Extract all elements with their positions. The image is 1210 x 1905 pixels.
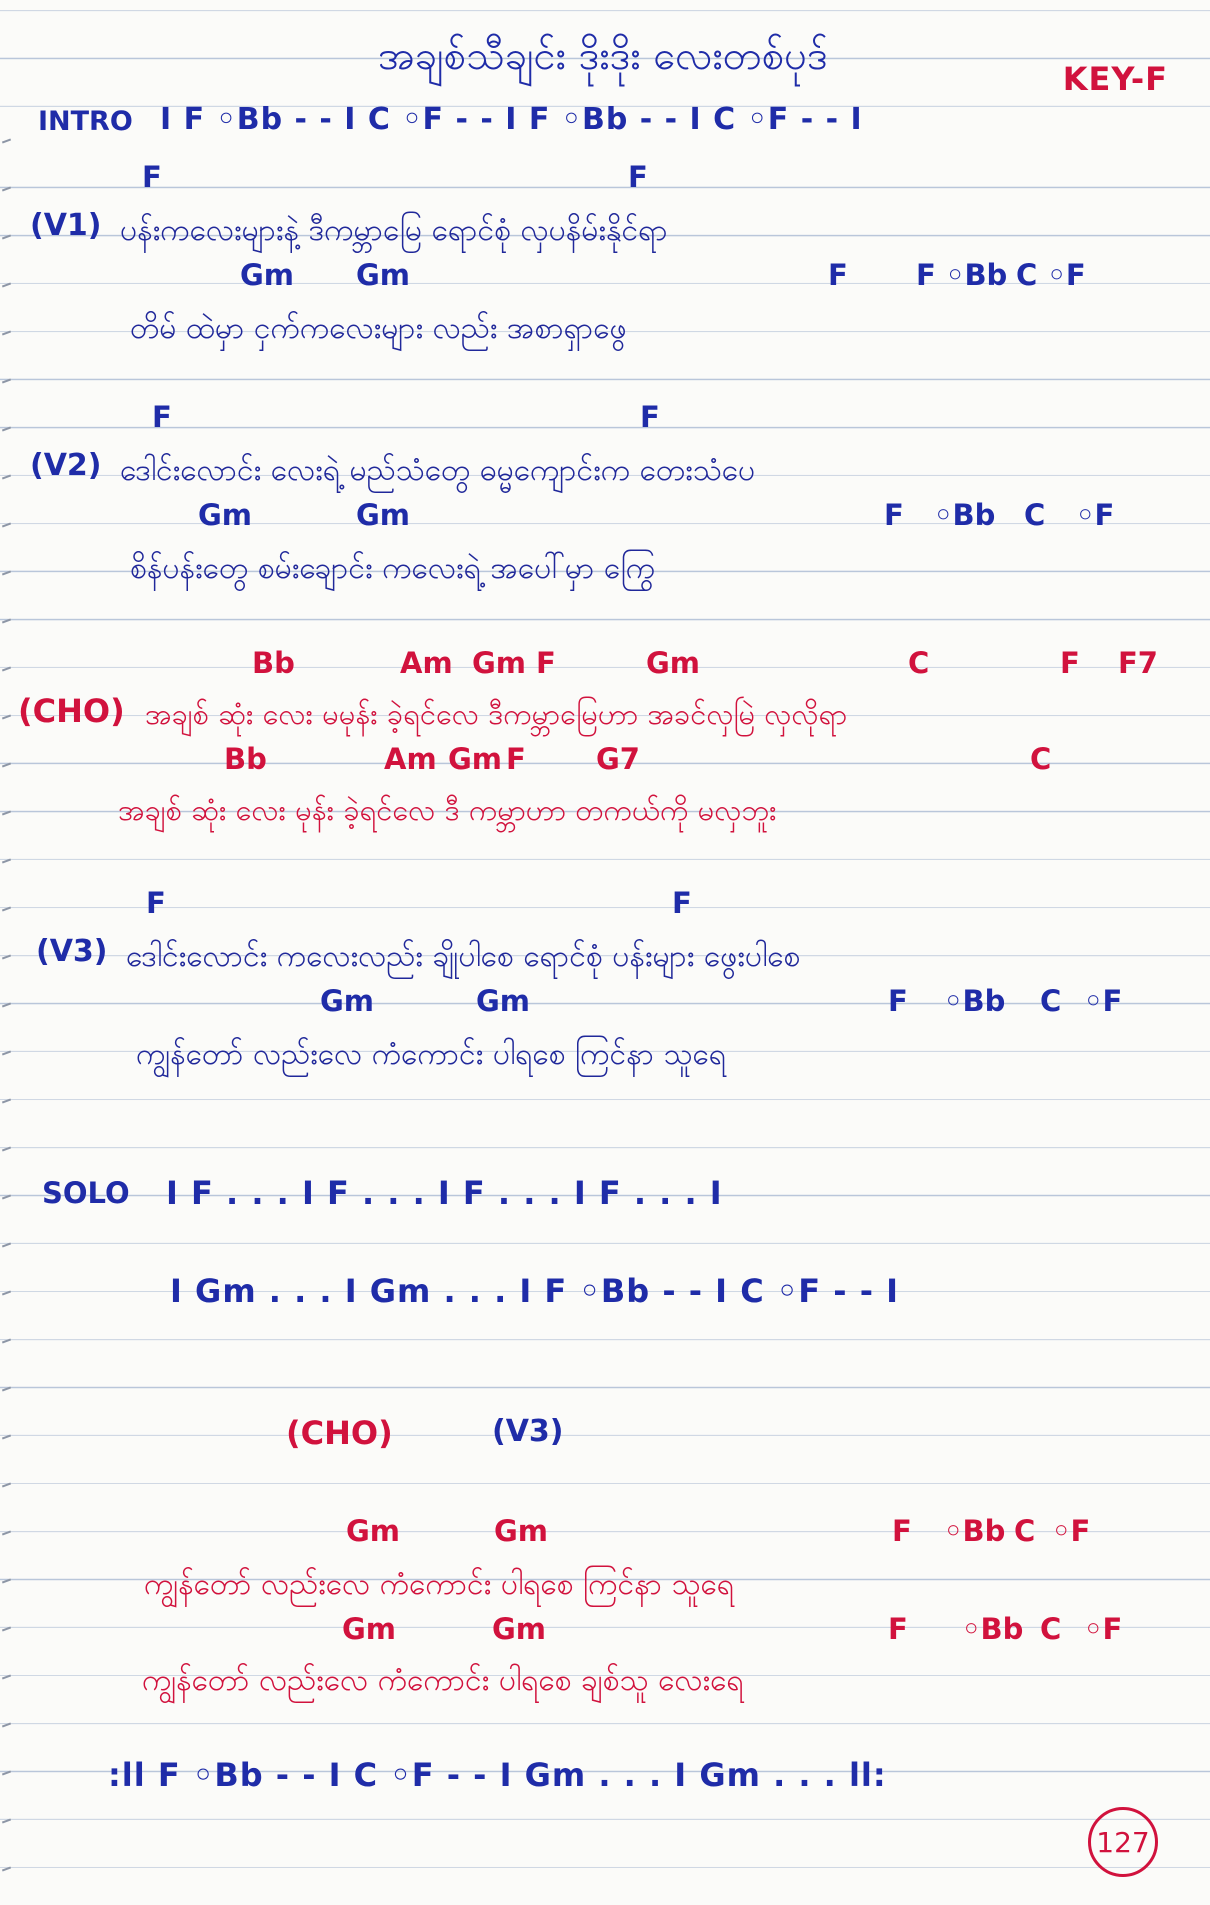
chord: F [884, 498, 904, 532]
chord: F [672, 886, 692, 920]
margin-tick [2, 187, 11, 192]
song-key: KEY-F [1062, 60, 1168, 98]
chord: F [506, 742, 526, 776]
chord: F [146, 886, 166, 920]
margin-tick [2, 283, 11, 288]
chord: Gm [492, 1612, 547, 1646]
margin-tick [2, 1771, 11, 1776]
chord: C [1014, 1514, 1036, 1548]
chord: F [640, 400, 660, 434]
chord: C ◦F [1016, 258, 1086, 292]
margin-tick [2, 1435, 11, 1440]
chord: F [628, 160, 648, 194]
margin-tick [2, 1243, 11, 1248]
margin-tick [2, 955, 11, 960]
margin-tick [2, 1195, 11, 1200]
margin-ticks [0, 0, 14, 1905]
v3-lyric-line-1: ဒေါင်းလောင်း ကလေးလည်း ချိုပါစေ ရောင်စုံ ပန်းများ ဖွေးပါစေ [126, 939, 801, 974]
chord: ◦Bb [934, 498, 996, 532]
margin-tick [2, 523, 11, 528]
margin-tick [2, 1579, 11, 1584]
margin-tick [2, 139, 11, 144]
repeat-cho: (CHO) [286, 1414, 393, 1452]
margin-tick [2, 235, 11, 240]
page-number: 127 [1088, 1807, 1158, 1877]
chord: Bb [252, 646, 295, 680]
chord: ◦F [1052, 1514, 1091, 1548]
chord: ◦F [1084, 984, 1123, 1018]
chord: Bb [224, 742, 267, 776]
margin-tick [2, 1051, 11, 1056]
margin-tick [2, 379, 11, 384]
intro-label: INTRO [38, 106, 133, 137]
intro-bars: I F ◦Bb - - I C ◦F - - I F ◦Bb - - I C ◦F - - I [160, 102, 863, 137]
margin-tick [2, 907, 11, 912]
chord: F [888, 984, 908, 1018]
chord: Gm [472, 646, 527, 680]
chord: Gm [346, 1514, 401, 1548]
margin-tick [2, 1723, 11, 1728]
margin-tick [2, 1627, 11, 1632]
chord: F ◦Bb [916, 258, 1008, 292]
solo-bars-2: I Gm . . . I Gm . . . I F ◦Bb - - I C ◦F - - I [170, 1272, 900, 1310]
margin-tick [2, 1099, 11, 1104]
chord: Gm [240, 258, 295, 292]
v2-lyric-line-2: စိန်ပန်းတွေ စမ်းချောင်း ကလေးရဲ့ အပေါ်မှာ ကြွေ [130, 551, 656, 586]
margin-tick [2, 1147, 11, 1152]
chord: C [1040, 1612, 1062, 1646]
v1-label: (V1) [30, 208, 102, 243]
chord: Gm [646, 646, 701, 680]
chord: Gm [198, 498, 253, 532]
solo-label: SOLO [42, 1176, 130, 1210]
margin-tick [2, 1675, 11, 1680]
chord: Gm [476, 984, 531, 1018]
margin-tick [2, 1387, 11, 1392]
chord: ◦Bb [962, 1612, 1024, 1646]
margin-tick [2, 1531, 11, 1536]
chord: ◦Bb [944, 1514, 1006, 1548]
chord: C [1030, 742, 1052, 776]
chord: Gm [342, 1612, 397, 1646]
chord: F [142, 160, 162, 194]
chord: ◦F [1076, 498, 1115, 532]
chord: F [892, 1514, 912, 1548]
chord: F7 [1118, 646, 1158, 680]
margin-tick [2, 475, 11, 480]
margin-tick [2, 715, 11, 720]
ending-bars: :ll F ◦Bb - - I C ◦F - - I Gm . . . I Gm . . . ll: [108, 1756, 887, 1794]
margin-tick [2, 859, 11, 864]
chord: G7 [596, 742, 640, 776]
margin-tick [2, 1291, 11, 1296]
margin-tick [2, 763, 11, 768]
margin-tick [2, 1819, 11, 1824]
chord: Gm [356, 258, 411, 292]
margin-tick [2, 331, 11, 336]
solo-bars-1: I F . . . I F . . . I F . . . I F . . . I [166, 1174, 723, 1212]
margin-tick [2, 811, 11, 816]
cho-label: (CHO) [18, 692, 125, 730]
margin-tick [2, 1003, 11, 1008]
chord: C [1040, 984, 1062, 1018]
margin-tick [2, 571, 11, 576]
v3-label: (V3) [36, 934, 108, 969]
chord: Am [400, 646, 453, 680]
chord: F [1060, 646, 1080, 680]
margin-tick [2, 427, 11, 432]
chord: C [1024, 498, 1046, 532]
margin-tick [2, 1867, 11, 1872]
song-title: အချစ်သီချင်း ဒိုးဒိုး လေးတစ်ပုဒ် [378, 33, 828, 79]
chord: Am [384, 742, 437, 776]
chord: F [828, 258, 848, 292]
chord: F [888, 1612, 908, 1646]
ending-lyric-line-1: ကျွန်တော် လည်းလေ ကံကောင်း ပါရစေ ကြင်နာ သူရေ [144, 1567, 734, 1602]
v1-lyric-line-2: တိမ် ထဲမှာ ငှက်ကလေးများ လည်း အစာရှာဖွေ [130, 311, 627, 346]
margin-tick [2, 1339, 11, 1344]
v3-lyric-line-2: ကျွန်တော် လည်းလေ ကံကောင်း ပါရစေ ကြင်နာ သူရေ [136, 1037, 726, 1072]
ending-lyric-line-2: ကျွန်တော် လည်းလေ ကံကောင်း ပါရစေ ချစ်သူ လေးရေ [142, 1663, 744, 1698]
chord: F [152, 400, 172, 434]
v1-lyric-line-1: ပန်းကလေးများနဲ့ ဒီကမ္ဘာမြေ ရောင်စုံ လှပနိမ်းနိုင်ရာ [120, 213, 668, 248]
chord: Gm [320, 984, 375, 1018]
chord: Gm [356, 498, 411, 532]
margin-tick [2, 667, 11, 672]
chord: F [536, 646, 556, 680]
chord: C [908, 646, 930, 680]
v2-lyric-line-1: ဒေါင်းလောင်း လေးရဲ့ မည်သံတွေ ဓမ္မကျောင်းက တေးသံပေ [120, 453, 756, 488]
chord: Gm [494, 1514, 549, 1548]
margin-tick [2, 1483, 11, 1488]
chord: ◦Bb [944, 984, 1006, 1018]
cho-lyric-line-2: အချစ် ဆုံး လေး မုန်း ခဲ့ရင်လေ ဒီ ကမ္ဘာဟာ တကယ်ကို မလှဘူး [118, 793, 777, 827]
chord: ◦F [1084, 1612, 1123, 1646]
cho-lyric-line-1: အချစ် ဆုံး လေး မမုန်း ခဲ့ရင်လေ ဒီကမ္ဘာမြေဟာ အခင်လှမြဲ လှလိုရာ [145, 697, 848, 731]
v2-label: (V2) [30, 448, 102, 483]
margin-tick [2, 619, 11, 624]
chord: Gm [448, 742, 503, 776]
repeat-v3: (V3) [492, 1414, 564, 1449]
